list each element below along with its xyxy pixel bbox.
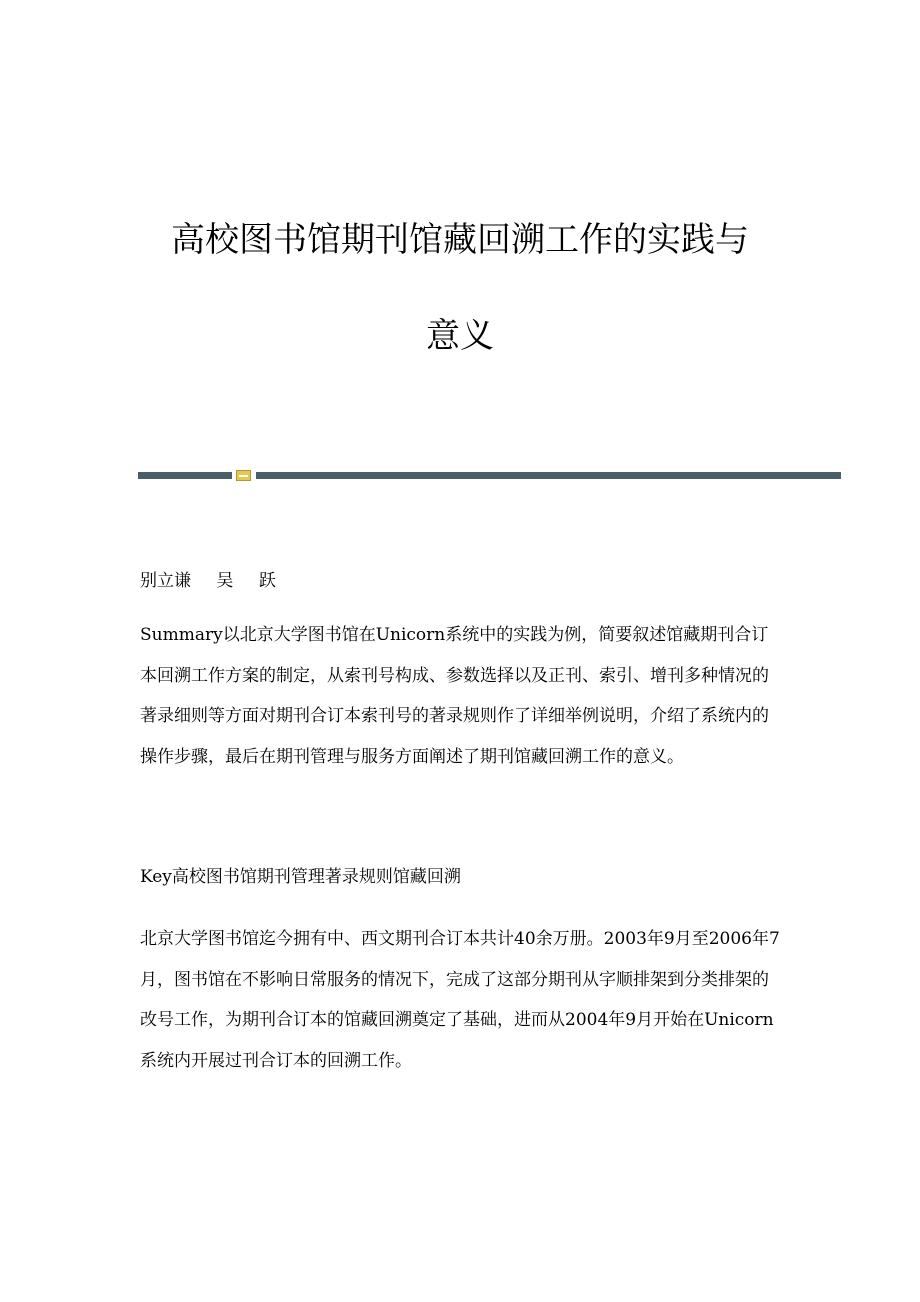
summary-paragraph: Summary以北京大学图书馆在Unicorn系统中的实践为例，简要叙述馆藏期刊合订本回溯工作方案的制定，从索刊号构成、参数选择以及正刊、索引、增刊多种情况的著录细则等方面对期刊合订本索刊号的著录规则作了详细举例说明，介绍了系统内的操作步骤，最后在期刊管理与服务方面阐述了期刊馆藏回溯工作的意义。 — [140, 625, 769, 767]
divider-bar-right — [256, 472, 841, 479]
divider-emblem-icon — [236, 470, 251, 481]
author-name: 跃 — [258, 571, 276, 591]
body-paragraph: 北京大学图书馆迄今拥有中、西文期刊合订本共计40余万册。2003年9月至2006年7月，图书馆在不影响日常服务的情况下，完成了这部分期刊从字顺排架到分类排架的改号工作，为期刊合订本的馆藏回溯奠定了基础，进而从2004年9月开始在Unicorn系统内开展过刊合订本的回溯工作。 — [140, 929, 780, 1071]
document-title-line-1: 高校图书馆期刊馆藏回溯工作的实践与 — [171, 220, 749, 260]
divider-bar-left — [138, 472, 232, 479]
author-name: 别立谦 — [140, 571, 191, 591]
title-divider — [138, 470, 841, 480]
authors-line — [140, 561, 780, 602]
author-name: 吴 — [216, 571, 234, 591]
keywords-line: Key高校图书馆期刊管理著录规则馆藏回溯 — [140, 867, 461, 887]
document-title-line-2: 意义 — [426, 316, 494, 356]
